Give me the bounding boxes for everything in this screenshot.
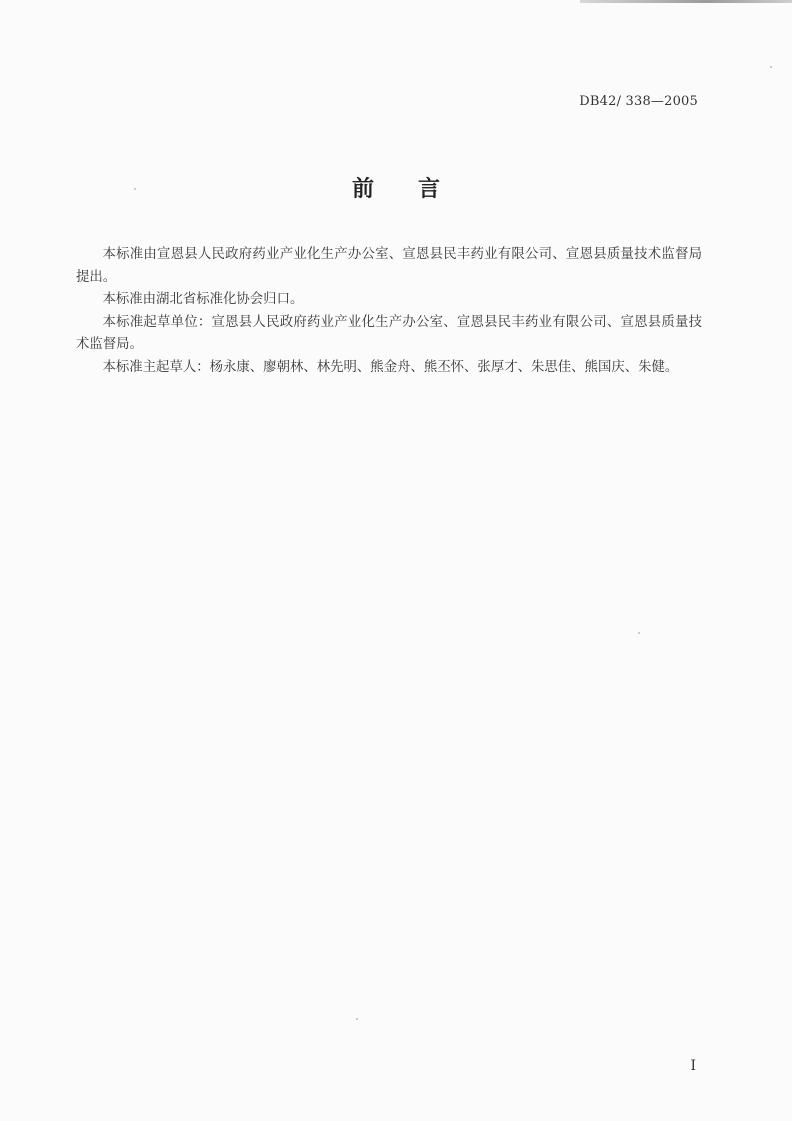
scan-speck <box>638 632 640 634</box>
paragraph-proposer: 本标准由宣恩县人民政府药业产业化生产办公室、宣恩县民丰药业有限公司、宣恩县质量技术监督局提出。 <box>76 247 702 285</box>
scan-speck <box>770 66 772 68</box>
section-title: 前言 <box>351 176 484 202</box>
foreword-body <box>76 244 702 379</box>
paragraph-drafters: 本标准主起草人：杨永康、廖朝林、林先明、熊金舟、熊丕怀、张厚才、朱思佳、熊国庆、朱健。 <box>102 359 679 375</box>
page-number: I <box>690 1058 696 1074</box>
scan-speck <box>134 188 136 190</box>
scan-edge-shadow <box>580 0 792 3</box>
paragraph-centralized: 本标准由湖北省标准化协会归口。 <box>102 292 304 307</box>
scan-speck <box>356 1018 358 1020</box>
standard-code: DB42/ 338—2005 <box>579 94 698 109</box>
paragraph-drafting-units: 本标准起草单位：宣恩县人民政府药业产业化生产办公室、宣恩县民丰药业有限公司、宣恩县质量技术监督局。 <box>76 314 702 352</box>
